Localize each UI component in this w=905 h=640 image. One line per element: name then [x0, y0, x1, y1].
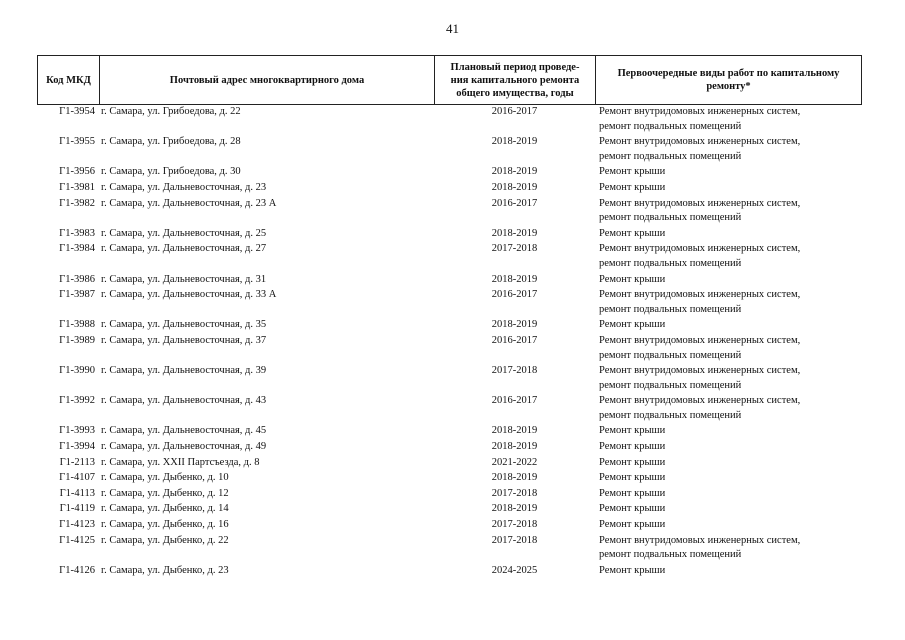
cell-works: Ремонт крыши — [599, 564, 666, 576]
header-works-label: Первоочередные виды работ по капитальному ремонту* — [617, 68, 840, 92]
table-row — [37, 273, 862, 288]
cell-code: Г1-3988 — [59, 319, 95, 331]
table-row — [37, 181, 862, 196]
cell-address: г. Самара, ул. Дальневосточная, д. 27 — [101, 243, 267, 255]
cell-works: Ремонт крыши — [599, 319, 666, 331]
cell-works: Ремонт крыши — [599, 441, 666, 453]
cell-code: Г1-4123 — [59, 519, 95, 531]
table-row — [37, 364, 862, 393]
table-row — [37, 471, 862, 486]
table-row — [37, 502, 862, 517]
table-row — [37, 424, 862, 439]
cell-address: г. Самара, ул. Дыбенко, д. 10 — [101, 472, 229, 484]
cell-address: г. Самара, ул. Дальневосточная, д. 49 — [101, 441, 267, 453]
cell-period: 2016-2017 — [491, 395, 538, 407]
table-row — [37, 135, 862, 164]
cell-code: Г1-3987 — [59, 289, 95, 301]
cell-period: 2018-2019 — [491, 441, 538, 453]
cell-address: г. Самара, ул. Дыбенко, д. 12 — [101, 487, 229, 499]
cell-code: Г1-3992 — [59, 395, 95, 407]
cell-code: Г1-4107 — [59, 472, 95, 484]
cell-period: 2018-2019 — [491, 166, 538, 178]
cell-address: г. Самара, ул. Дальневосточная, д. 31 — [101, 273, 267, 285]
table-row — [37, 165, 862, 180]
cell-works: Ремонт крыши — [599, 425, 666, 437]
table-row — [37, 288, 862, 317]
cell-works: Ремонт крыши — [599, 456, 666, 468]
cell-works: Ремонт крыши — [599, 273, 666, 285]
table-row — [37, 105, 862, 134]
cell-period: 2016-2017 — [491, 334, 538, 346]
cell-address: г. Самара, ул. Дальневосточная, д. 35 — [101, 319, 267, 331]
table-row — [37, 318, 862, 333]
header-period — [434, 56, 595, 104]
cell-address: г. Самара, ул. Дальневосточная, д. 37 — [101, 334, 267, 346]
cell-address: г. Самара, ул. Грибоедова, д. 22 — [101, 106, 241, 117]
cell-address: г. Самара, ул. Дальневосточная, д. 33 А — [101, 289, 277, 301]
cell-code: Г1-3956 — [59, 166, 95, 178]
cell-period: 2018-2019 — [491, 273, 538, 285]
cell-code: Г1-3983 — [59, 227, 95, 239]
cell-address: г. Самара, ул. XXII Партсъезда, д. 8 — [101, 456, 260, 468]
cell-code: Г1-3982 — [59, 197, 95, 209]
table-body — [37, 105, 862, 579]
header-period-label: Плановый период проведе- ния капитального ремонта общего имущества, годы — [450, 61, 580, 99]
table-row — [37, 487, 862, 502]
table-row — [37, 334, 862, 363]
cell-address: г. Самара, ул. Дыбенко, д. 22 — [101, 534, 229, 546]
cell-works: Ремонт внутридомовых инженерных систем, ремонт подвальных помещений — [599, 334, 801, 361]
cell-code: Г1-3954 — [59, 106, 95, 117]
cell-address: г. Самара, ул. Дыбенко, д. 14 — [101, 503, 229, 515]
cell-period: 2016-2017 — [491, 106, 538, 117]
cell-address: г. Самара, ул. Дальневосточная, д. 45 — [101, 425, 267, 437]
cell-code: Г1-4125 — [59, 534, 95, 546]
header-code-label: Код МКД — [46, 74, 91, 86]
cell-period: 2018-2019 — [491, 227, 538, 239]
cell-works: Ремонт внутридомовых инженерных систем, ремонт подвальных помещений — [599, 365, 801, 391]
table-row — [37, 242, 862, 271]
cell-code: Г1-3986 — [59, 273, 95, 285]
cell-period: 2017-2018 — [491, 243, 538, 255]
cell-period: 2018-2019 — [491, 503, 538, 515]
cell-address: г. Самара, ул. Дальневосточная, д. 23 — [101, 181, 267, 193]
table-row — [37, 394, 862, 423]
cell-address: г. Самара, ул. Дальневосточная, д. 43 — [101, 395, 267, 407]
cell-code: Г1-4113 — [59, 487, 95, 499]
header-code — [37, 56, 99, 104]
table-row — [37, 440, 862, 455]
header-works — [595, 56, 862, 104]
cell-code: Г1-3981 — [59, 181, 95, 193]
table-row — [37, 564, 862, 579]
cell-code: Г1-4119 — [59, 503, 95, 515]
cell-period: 2017-2018 — [491, 519, 538, 531]
cell-code: Г1-3955 — [59, 136, 95, 148]
cell-works: Ремонт крыши — [599, 519, 666, 531]
cell-period: 2021-2022 — [491, 456, 538, 468]
cell-works: Ремонт внутридомовых инженерных систем, ремонт подвальных помещений — [599, 243, 801, 269]
cell-code: Г1-3993 — [59, 425, 95, 437]
cell-period: 2017-2018 — [491, 534, 538, 546]
cell-period: 2018-2019 — [491, 181, 538, 193]
cell-code: Г1-2113 — [59, 456, 95, 468]
cell-works: Ремонт внутридомовых инженерных систем, ремонт подвальных помещений — [599, 106, 801, 132]
cell-works: Ремонт крыши — [599, 503, 666, 515]
cell-address: г. Самара, ул. Грибоедова, д. 28 — [101, 136, 241, 148]
cell-address: г. Самара, ул. Дыбенко, д. 23 — [101, 564, 229, 576]
cell-works: Ремонт крыши — [599, 487, 666, 499]
page-number: 41 — [446, 21, 459, 36]
table-row — [37, 456, 862, 471]
cell-code: Г1-3994 — [59, 441, 95, 453]
cell-address: г. Самара, ул. Дальневосточная, д. 25 — [101, 227, 267, 239]
cell-works: Ремонт внутридомовых инженерных систем, ремонт подвальных помещений — [599, 395, 801, 421]
cell-period: 2016-2017 — [491, 197, 538, 209]
cell-works: Ремонт внутридомовых инженерных систем, ремонт подвальных помещений — [599, 136, 801, 162]
cell-works: Ремонт крыши — [599, 227, 666, 239]
cell-works: Ремонт крыши — [599, 472, 666, 484]
cell-address: г. Самара, ул. Грибоедова, д. 30 — [101, 166, 241, 178]
cell-works: Ремонт крыши — [599, 181, 666, 193]
cell-code: Г1-3984 — [59, 243, 95, 255]
table-header — [37, 55, 862, 105]
header-address-label: Почтовый адрес многоквартирного дома — [169, 74, 365, 86]
cell-period: 2018-2019 — [491, 425, 538, 437]
cell-code: Г1-4126 — [59, 564, 95, 576]
cell-works: Ремонт внутридомовых инженерных систем, ремонт подвальных помещений — [599, 289, 801, 315]
cell-works: Ремонт крыши — [599, 166, 666, 178]
cell-address: г. Самара, ул. Дальневосточная, д. 39 — [101, 365, 267, 377]
table-row — [37, 534, 862, 563]
table-row — [37, 518, 862, 533]
cell-period: 2017-2018 — [491, 487, 538, 499]
cell-period: 2018-2019 — [491, 472, 538, 484]
cell-works: Ремонт внутридомовых инженерных систем, ремонт подвальных помещений — [599, 197, 801, 224]
table-row — [37, 227, 862, 242]
cell-period: 2018-2019 — [491, 136, 538, 148]
cell-period: 2016-2017 — [491, 289, 538, 301]
cell-period: 2018-2019 — [491, 319, 538, 331]
cell-period: 2017-2018 — [491, 365, 538, 377]
header-address — [99, 56, 434, 104]
cell-works: Ремонт внутридомовых инженерных систем, ремонт подвальных помещений — [599, 534, 801, 561]
cell-address: г. Самара, ул. Дальневосточная, д. 23 А — [101, 197, 277, 209]
cell-address: г. Самара, ул. Дыбенко, д. 16 — [101, 519, 229, 531]
cell-period: 2024-2025 — [491, 564, 538, 576]
cell-code: Г1-3990 — [59, 365, 95, 377]
cell-code: Г1-3989 — [59, 334, 95, 346]
table-row — [37, 197, 862, 226]
